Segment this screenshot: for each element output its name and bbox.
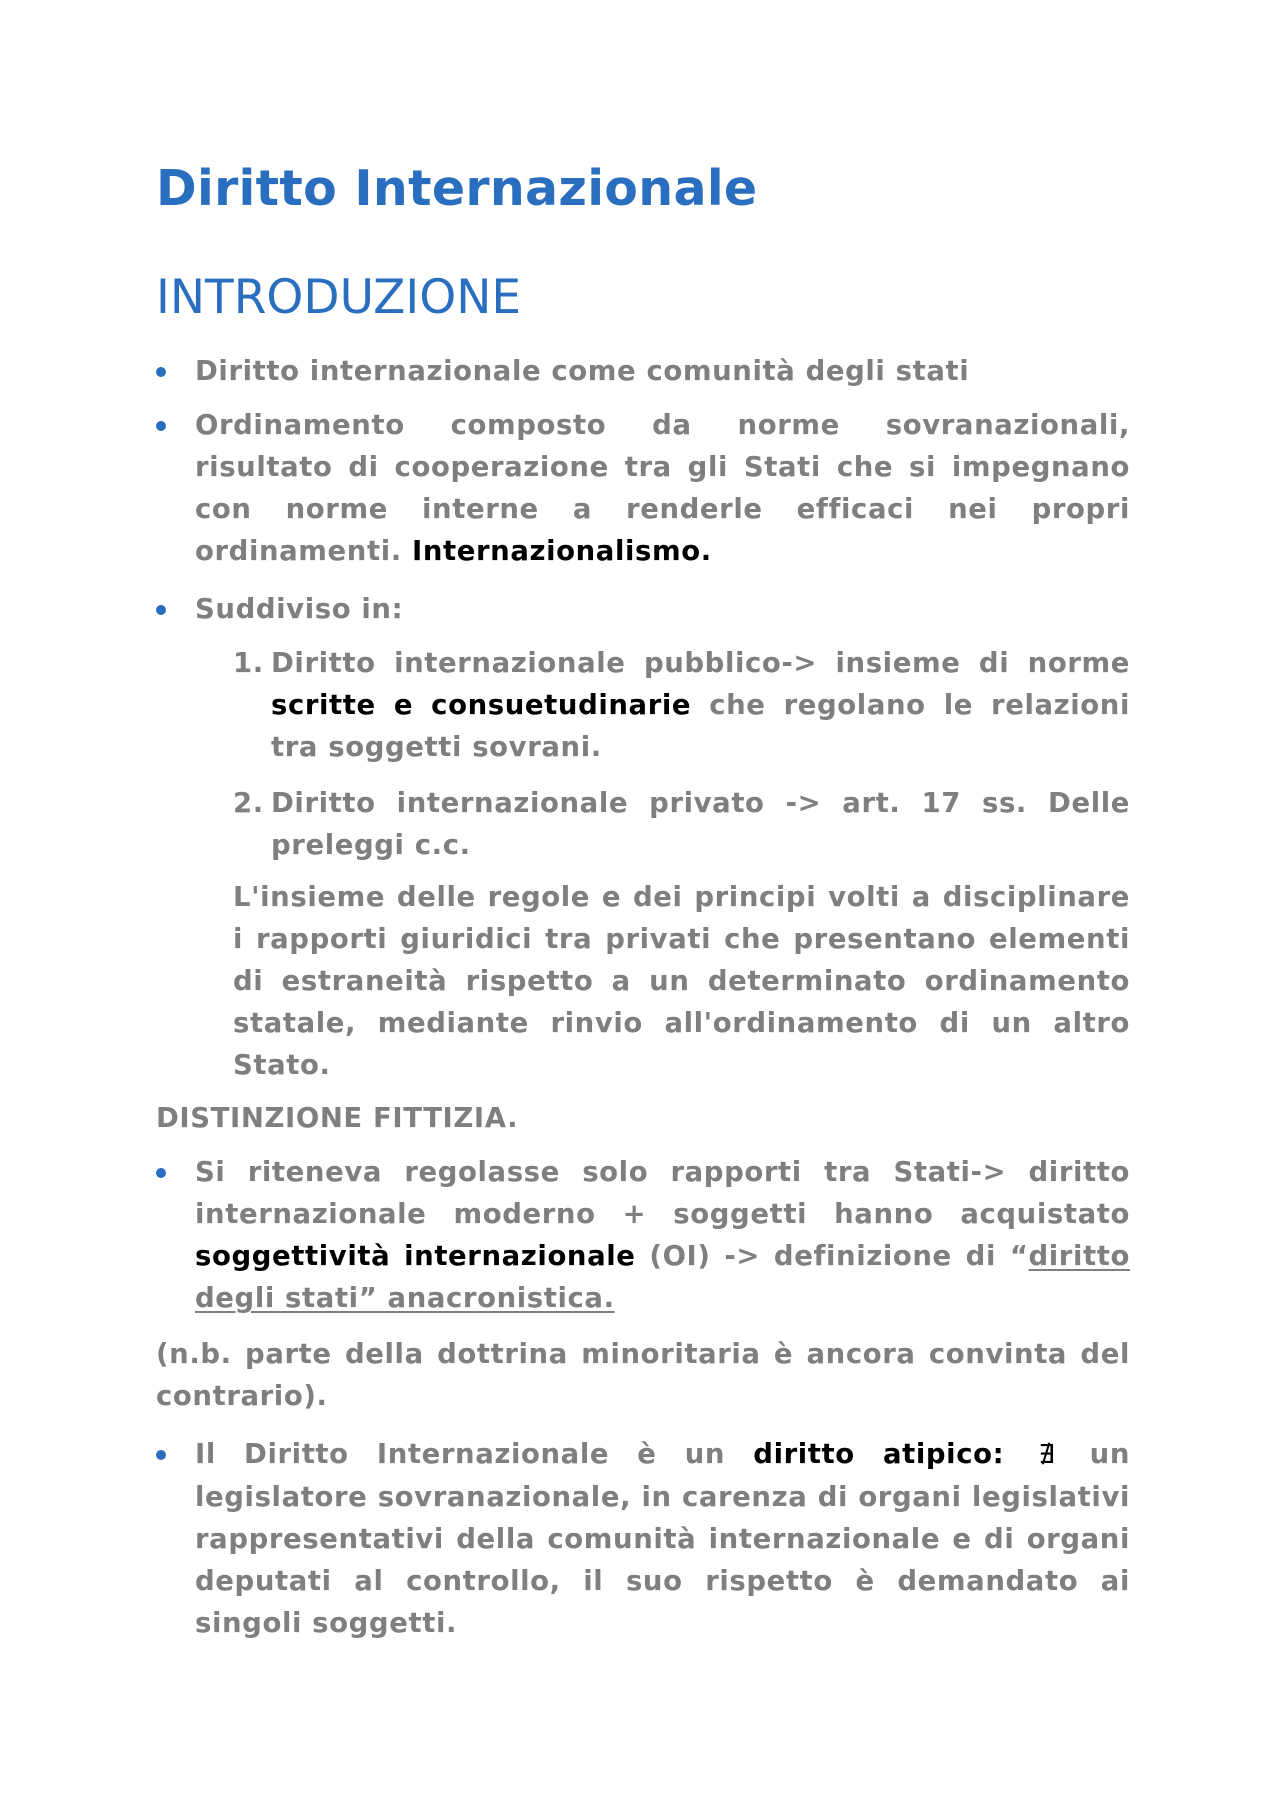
bullet-icon xyxy=(156,421,166,431)
list-item-text xyxy=(195,404,1130,572)
numbered-item-text: Diritto internazionale privato -> art. 17 ss. Delle preleggi c.c. xyxy=(271,787,1130,861)
bullet-icon xyxy=(156,605,166,615)
emphasis-text: Internazionalismo. xyxy=(412,535,712,567)
bullet-icon xyxy=(156,1450,166,1460)
list-item-text: Suddiviso in: xyxy=(195,593,404,625)
numbered-item xyxy=(233,782,1130,866)
list-item-body: Ordinamento composto da norme sovranazionali, risultato di cooperazione tra gli Stati che si impegnano con norme interne a renderle efficaci nei propri ordinamenti. xyxy=(195,409,1130,567)
list-item xyxy=(156,350,1130,392)
text-segment: (OI) -> definizione di “ xyxy=(649,1240,1029,1272)
emphasis-text: diritto atipico: xyxy=(753,1438,1005,1470)
definition-paragraph: L'insieme delle regole e dei principi volti a disciplinare i rapporti giuridici tra privati che presentano elementi di estraneità rispetto a un determinato ordinamento statale, mediante rinvio all'ordinamento di un altro Stato. xyxy=(233,881,1130,1081)
text-segment: Si riteneva regolasse solo rapporti tra Stati-> diritto internazionale moderno + soggetti hanno acquistato xyxy=(195,1156,1130,1230)
list-item xyxy=(156,1433,1130,1644)
text-segment: un legislatore sovranazionale, in carenza di organi legislativi rappresentativi della comunità internazionale e di organi deputati al controllo, il suo rispetto è demandato ai singoli soggetti. xyxy=(195,1438,1130,1639)
emphasis-text: soggettività internazionale xyxy=(195,1240,636,1272)
note-paragraph: (n.b. parte della dottrina minoritaria è ancora convinta del contrario). xyxy=(156,1338,1130,1412)
numbered-item xyxy=(233,642,1130,768)
not-exists-symbol-icon: ∄ xyxy=(1038,1440,1056,1470)
underlined-text: diritto degli stati” anacronistica. xyxy=(195,1240,1130,1314)
text-segment: Diritto internazionale pubblico-> insieme di norme xyxy=(271,647,1130,679)
list-item xyxy=(156,404,1130,572)
list-item xyxy=(156,1151,1130,1319)
bullet-icon xyxy=(156,1168,166,1178)
list-item xyxy=(156,588,1130,630)
numbered-item-text xyxy=(271,642,1130,768)
number-label: 1. xyxy=(233,647,264,679)
list-item-text xyxy=(195,1151,1130,1319)
section-heading: INTRODUZIONE xyxy=(156,270,522,325)
text-segment: che regolano le relazioni tra soggetti sovrani. xyxy=(271,689,1130,763)
document-title: Diritto Internazionale xyxy=(156,160,758,217)
bullet-icon xyxy=(156,367,166,377)
subheading: DISTINZIONE FITTIZIA. xyxy=(156,1102,519,1134)
number-label: 2. xyxy=(233,787,264,819)
list-item-text xyxy=(195,1433,1130,1644)
emphasis-text: scritte e consuetudinarie xyxy=(271,689,692,721)
text-segment: Il Diritto Internazionale è un xyxy=(195,1438,726,1470)
list-item-text: Diritto internazionale come comunità degli stati xyxy=(195,355,970,387)
